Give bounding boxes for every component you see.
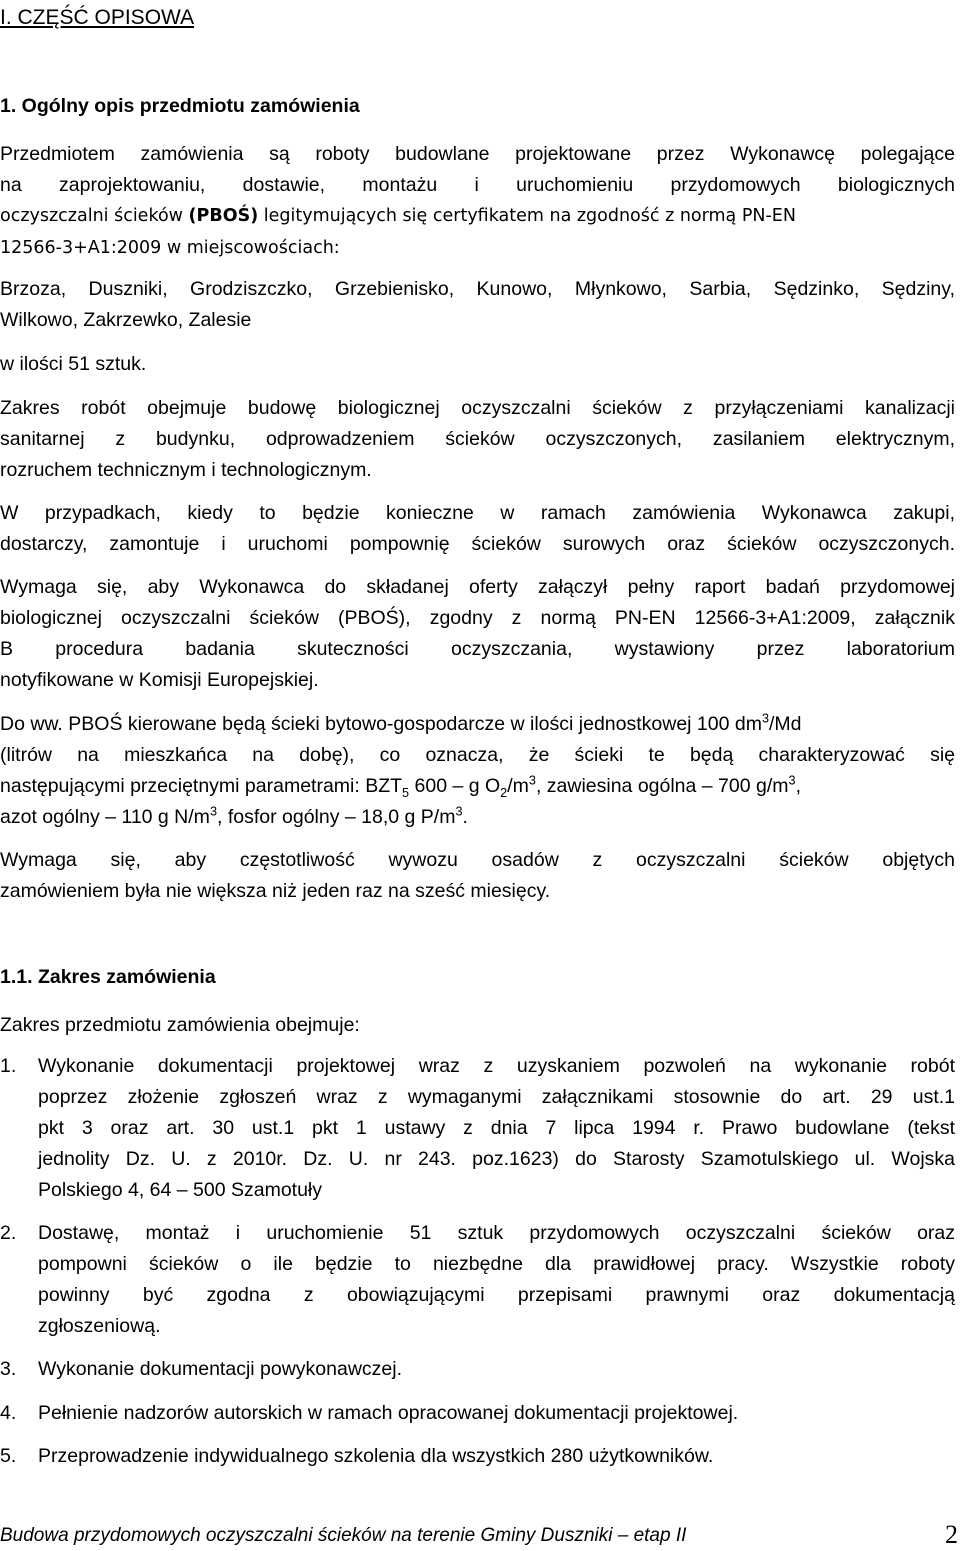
paragraph-1-line-1: Przedmiotem zamówienia są roboty budowlane projektowane przez Wykonawcę polegające (0, 143, 955, 165)
page-number: 2 (945, 1520, 958, 1549)
list-item-1-line-4: jednolity Dz. U. z 2010r. Dz. U. nr 243. poz.1623) do Starosty Szamotulskiego ul. Wojska (38, 1148, 955, 1170)
paragraph-params-line-3: następującymi przeciętnymi parametrami: $BZT_5$ 600 – g $O_2/m^3$, zawiesina ogólna – 700 $g/m^3$, (0, 773, 801, 800)
list-item-4-line-1: Pełnienie nadzorów autorskich w ramach opracowanej dokumentacji projektowej. (38, 1402, 739, 1424)
quantity-text: w ilości 51 sztuk. (0, 353, 147, 375)
villages-line-1: Brzoza, Duszniki, Grodziszczko, Grzebienisko, Kunowo, Młynkowo, Sarbia, Sędzinko, Sędziny, (0, 278, 955, 300)
pbos-abbrev: (PBOŚ) (188, 206, 259, 226)
list-item-2-line-4: zgłoszeniową. (38, 1315, 161, 1337)
paragraph-params-line-4: azot ogólny – 110 g $N/m^3$, fosfor ogólny – 18,0 g $P/m^3$. (0, 804, 468, 828)
paragraph-report-line-2: biologicznej oczyszczalni ścieków (PBOŚ), zgodny z normą PN-EN 12566-3+A1:2009, załącznik (0, 607, 955, 629)
list-item-3-line-1: Wykonanie dokumentacji powykonawczej. (38, 1358, 403, 1380)
paragraph-1-line-3: oczyszczalni ścieków (PBOŚ) legitymujących się certyfikatem na zgodność z normą PN-EN (0, 206, 796, 226)
section-title: I. CZĘŚĆ OPISOWA (0, 6, 195, 29)
paragraph-scope-line-1: Zakres robót obejmuje budowę biologicznej oczyszczalni ścieków z przyłączeniami kanalizacji (0, 397, 955, 419)
list-item-1-line-1: Wykonanie dokumentacji projektowej wraz z uzyskaniem pozwoleń na wykonanie robót (38, 1055, 955, 1077)
list-item-3-number: 3. (0, 1358, 17, 1380)
paragraph-report-line-4: notyfikowane w Komisji Europejskiej. (0, 669, 319, 691)
list-item-2-line-2: pompowni ścieków o ile będzie to niezbędne dla prawidłowej pracy. Wszystkie roboty (38, 1253, 955, 1275)
list-item-1-line-2: poprzez złożenie zgłoszeń wraz z wymaganymi załącznikami stosownie do art. 29 ust.1 (38, 1086, 955, 1108)
paragraph-sludge-line-2: zamówieniem była nie większa niż jeden raz na sześć miesięcy. (0, 880, 551, 902)
scope-intro: Zakres przedmiotu zamówienia obejmuje: (0, 1014, 360, 1036)
paragraph-scope-line-3: rozruchem technicznym i technologicznym. (0, 459, 372, 481)
paragraph-1-line-4: 12566-3+A1:2009 w miejscowościach: (0, 238, 340, 258)
paragraph-pump-line-1: W przypadkach, kiedy to będzie konieczne w ramach zamówienia Wykonawca zakupi, (0, 502, 955, 524)
list-item-5-number: 5. (0, 1445, 17, 1467)
paragraph-scope-line-2: sanitarnej z budynku, odprowadzeniem ścieków oczyszczonych, zasilaniem elektrycznym, (0, 428, 955, 450)
paragraph-params-line-2: (litrów na mieszkańca na dobę), co oznacza, że ścieki te będą charakteryzować się (0, 744, 955, 766)
paragraph-params-line-1: Do ww. PBOŚ kierowane będą ścieki bytowo-gospodarcze w ilości jednostkowej 100 $dm^3/Md$ (0, 711, 802, 735)
page-footer-text: Budowa przydomowych oczyszczalni ścieków na terenie Gminy Duszniki – etap II (0, 1525, 687, 1546)
list-item-4-number: 4. (0, 1402, 17, 1424)
list-item-1-line-5: Polskiego 4, 64 – 500 Szamotuły (38, 1179, 323, 1201)
paragraph-sludge-line-1: Wymaga się, aby częstotliwość wywozu osadów z oczyszczalni ścieków objętych (0, 849, 955, 871)
paragraph-report-line-1: Wymaga się, aby Wykonawca do składanej oferty załączył pełny raport badań przydomowej (0, 576, 955, 598)
list-item-1-line-3: pkt 3 oraz art. 30 ust.1 pkt 1 ustawy z dnia 7 lipca 1994 r. Prawo budowlane (tekst (38, 1117, 955, 1139)
list-item-2-number: 2. (0, 1222, 17, 1244)
list-item-1-number: 1. (0, 1055, 17, 1077)
paragraph-1-line-2: na zaprojektowaniu, dostawie, montażu i uruchomieniu przydomowych biologicznych (0, 174, 955, 196)
list-item-2-line-3: powinny być zgodna z obowiązującymi przepisami prawnymi oraz dokumentacją (38, 1284, 955, 1306)
list-item-5-line-1: Przeprowadzenie indywidualnego szkolenia dla wszystkich 280 użytkowników. (38, 1445, 714, 1467)
paragraph-pump-line-2: dostarczy, zamontuje i uruchomi pompownię ścieków surowych oraz ścieków oczyszczonych. (0, 533, 955, 555)
section-1-1-heading: 1.1. Zakres zamówienia (0, 966, 216, 988)
paragraph-report-line-3: B procedura badania skuteczności oczyszczania, wystawiony przez laboratorium (0, 638, 955, 660)
villages-line-2: Wilkowo, Zakrzewko, Zalesie (0, 309, 252, 331)
list-item-2-line-1: Dostawę, montaż i uruchomienie 51 sztuk przydomowych oczyszczalni ścieków oraz (38, 1222, 955, 1244)
section-1-heading: 1. Ogólny opis przedmiotu zamówienia (0, 95, 360, 117)
